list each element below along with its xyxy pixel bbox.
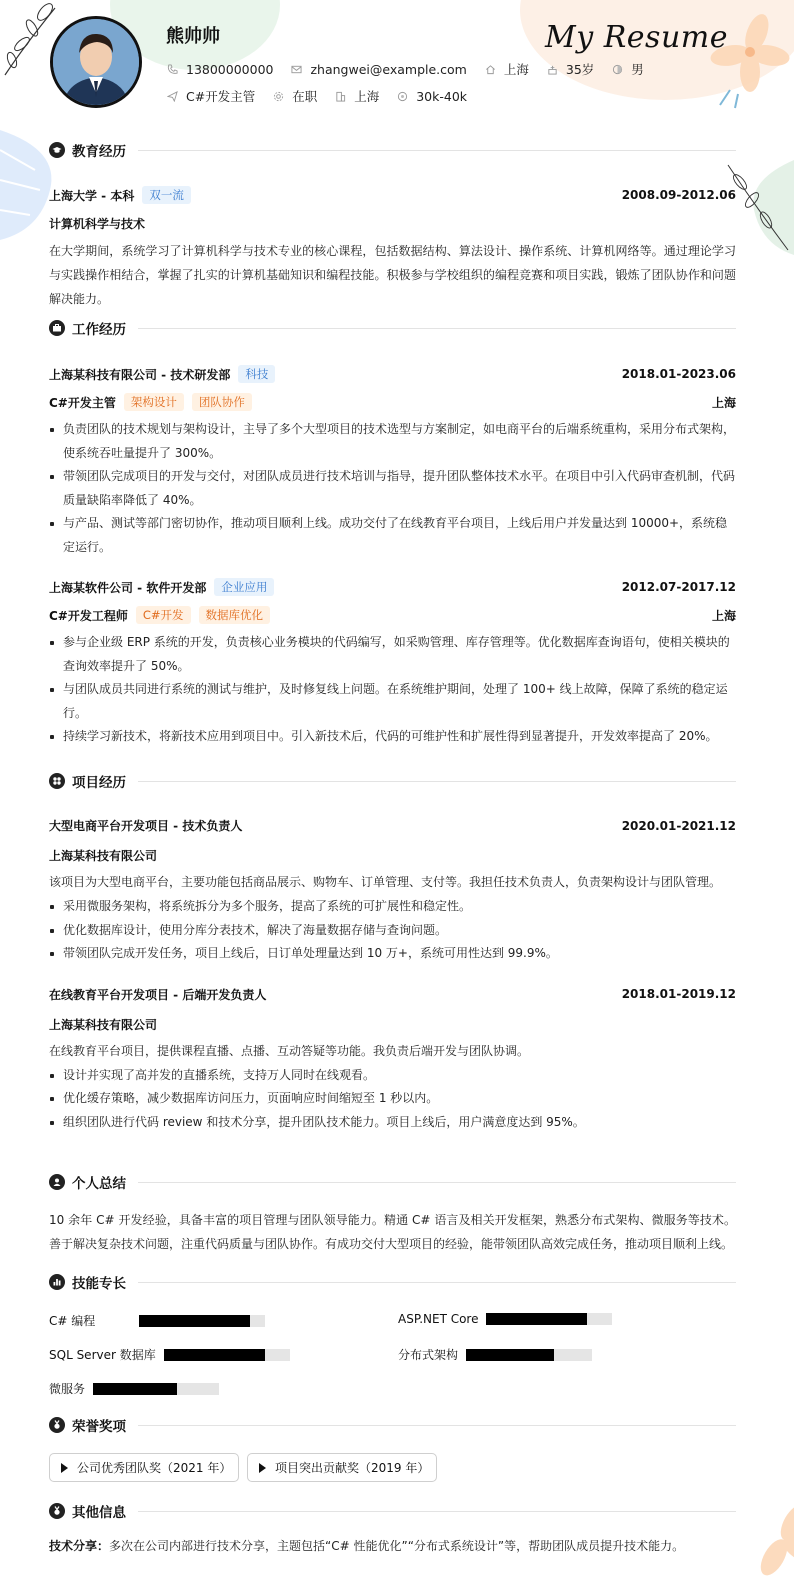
skill-bar-fill [139,1315,250,1327]
work-title: 工作经历 [72,322,126,338]
section-divider [138,1182,736,1183]
home-icon [485,64,496,75]
skill-bar-fill [486,1313,587,1325]
award-label: 公司优秀团队奖（2021 年） [77,1461,232,1475]
target-city-item [335,87,379,105]
contact-row [167,60,662,78]
other-title: 其他信息 [72,1505,126,1521]
list-item: 采用微服务架构，将系统拆分为多个服务，提高了系统的可扩展性和稳定性。 [49,895,736,919]
list-item: 与产品、测试等部门密切协作，推动项目顺利上线。成功交付了在线教育平台项目，上线后用户并发量达到 10000+，系统稳定运行。 [49,512,736,559]
skill-bar-fill [164,1349,265,1361]
section-divider [138,1511,736,1512]
summary-header [49,1171,736,1193]
candidate-name: 熊帅帅 [166,26,220,47]
list-item: 带领团队完成项目的开发与交付，对团队成员进行技术培训与指导，提升团队整体技术水平。在项目中引入代码审查机制，代码质量缺陷率降低了 40%。 [49,465,736,512]
education-header [49,139,736,161]
job-row [49,578,736,596]
section-divider [138,1425,736,1426]
skill-bar [164,1349,290,1361]
building-icon [335,91,346,102]
work-section [49,317,736,749]
job-role: C#开发工程师 [49,608,128,623]
summary-text: 10 余年 C# 开发经验，具备丰富的项目管理与团队领导能力。精通 C# 语言及相关开发框架，熟悉分布式架构、微服务等技术。善于解决复杂技术问题，注重代码质量与团队协作。有成功交付大型项目的经验，能带领团队高效完成任务，推动项目顺利上线。 [49,1213,736,1251]
list-item: 优化数据库设计，使用分库分表技术，解决了海量数据存储与查询问题。 [49,919,736,943]
phone-item [167,62,273,77]
list-item: 优化缓存策略，减少数据库访问压力，页面响应时间缩短至 1 秒以内。 [49,1087,736,1111]
play-icon [259,1463,266,1473]
user-icon [49,1174,65,1190]
school-tag: 双一流 [142,186,191,204]
skill-bar-fill [466,1349,554,1361]
job-company: 上海某科技有限公司 - 技术研发部 [49,367,231,382]
medal-icon [49,1417,65,1433]
project-company: 上海某科技有限公司 [49,1017,158,1032]
job-period: 2018.01-2023.06 [621,367,736,381]
work-header [49,317,736,339]
avatar-portrait-icon [53,19,139,105]
projects-header [49,770,736,792]
city-value: 上海 [503,62,529,77]
other-header [49,1500,736,1522]
project-period: 2018.01-2019.12 [621,987,736,1001]
send-icon [167,91,178,102]
skill-bar [139,1315,265,1327]
job-bullets [49,418,736,559]
phone-value: 13800000000 [186,61,274,77]
skill-item [49,1346,290,1363]
list-item: 负责团队的技术规划与架构设计，主导了多个大型项目的技术选型与方案制定，如电商平台的后端系统重构，采用分布式架构，使系统吞吐量提升了 300%。 [49,418,736,465]
skill-item [398,1346,592,1363]
list-item: 组织团队进行代码 review 和技术分享，提升团队技术能力。项目上线后，用户满意度达到 95%。 [49,1111,736,1135]
avatar [50,16,142,108]
skill-name: C# 编程 [49,1314,96,1328]
job-target-item [167,87,255,105]
job-target-value: C#开发主管 [186,89,256,104]
summary-section [49,1171,736,1256]
summary-title: 个人总结 [72,1176,126,1192]
medal-icon [49,1503,65,1519]
list-item: 持续学习新技术，将新技术应用到项目中。引入新技术后，代码的可维护性和扩展性得到显著提升，开发效率提高了 20%。 [49,725,736,749]
skills-title: 技能专长 [72,1276,126,1292]
briefcase-icon [49,320,65,336]
education-row [49,186,736,204]
skill-item [49,1312,265,1329]
role-tag: 架构设计 [124,393,184,411]
project-summary: 该项目为大型电商平台，主要功能包括商品展示、购物车、订单管理、支付等。我担任技术负责人，负责架构设计与团队管理。 [49,875,722,889]
other-label: 技术分享： [49,1539,110,1553]
school-name: 上海大学 - 本科 [49,188,135,203]
skill-name: 微服务 [49,1382,86,1396]
gender-item [612,60,644,78]
award-item [49,1453,239,1482]
coin-icon [397,91,408,102]
skill-name: ASP.NET Core [398,1312,479,1326]
mail-icon [291,64,302,75]
projects-title: 项目经历 [72,775,126,791]
skill-name: 分布式架构 [398,1348,459,1362]
bar-chart-icon [49,1274,65,1290]
play-icon [61,1463,68,1473]
job-role-row [49,606,736,624]
section-divider [138,1282,736,1283]
skill-bar-fill [93,1383,177,1395]
awards-header [49,1414,736,1436]
my-resume-title: My Resume [545,20,728,55]
list-item: 与团队成员共同进行系统的测试与维护，及时修复线上问题。在系统维护期间，处理了 100+ 线上故障，保障了系统的稳定运行。 [49,678,736,725]
award-label: 项目突出贡献奖（2019 年） [275,1461,430,1475]
project-row [49,986,736,1003]
job-role: C#开发主管 [49,395,116,410]
projects-section [49,770,736,1134]
target-city-value: 上海 [354,89,380,104]
project-bullets [49,895,736,966]
phone-icon [167,64,178,75]
education-section [49,139,736,311]
resume-header [0,0,794,120]
grid-icon [49,773,65,789]
project-row [49,817,736,834]
skill-name: SQL Server 数据库 [49,1348,156,1362]
city-item [485,60,529,78]
list-item: 设计并实现了高并发的直播系统，支持万人同时在线观看。 [49,1064,736,1088]
project-bullets [49,1064,736,1135]
project-summary: 在线教育平台项目，提供课程直播、点播、互动答疑等功能。我负责后端开发与团队协调。 [49,1043,530,1058]
skills-section [49,1271,736,1293]
skill-item [398,1312,612,1326]
list-item: 参与企业级 ERP 系统的开发，负责核心业务模块的代码编写，如采购管理、库存管理等。优化数据库查询语句，使相关模块的查询效率提升了 50%。 [49,631,736,678]
education-major: 计算机科学与技术 [49,217,146,231]
job-company: 上海某软件公司 - 软件开发部 [49,580,207,595]
status-item [273,87,317,105]
award-item [247,1453,437,1482]
job-period: 2012.07-2017.12 [621,580,736,594]
project-name: 在线教育平台开发项目 - 后端开发负责人 [49,987,267,1002]
job-role-row [49,393,736,411]
education-description: 在大学期间，系统学习了计算机科学与技术专业的核心课程，包括数据结构、算法设计、操作系统、计算机网络等。通过理论学习与实践操作相结合，掌握了扎实的计算机基础知识和编程技能。积极参与学校组织的编程竞赛和项目实践，锻炼了团队协作和问题解决能力。 [49,244,736,306]
other-section [49,1500,736,1558]
gender-icon [612,64,623,75]
status-value: 在职 [292,89,318,104]
role-tag: 数据库优化 [199,606,271,624]
gear-icon [273,91,284,102]
role-tag: C#开发 [136,606,191,624]
other-info [49,1534,736,1558]
graduation-cap-icon [49,142,65,158]
age-value: 35岁 [565,62,595,77]
job-row [49,365,736,383]
project-name: 大型电商平台开发项目 - 技术负责人 [49,819,243,833]
job-tag: 企业应用 [214,578,274,596]
skill-item [49,1380,219,1397]
other-text: 多次在公司内部进行技术分享，主题包括“C# 性能优化”“分布式系统设计”等，帮助团队成员提升技术能力。 [109,1539,685,1553]
decor-flower-bottom-icon [744,1480,794,1591]
job-location: 上海 [711,395,736,410]
skill-bar [93,1383,219,1395]
awards-section [49,1414,736,1436]
email-value: zhangwei@example.com [310,61,467,77]
education-title: 教育经历 [72,144,126,160]
age-item [547,60,594,78]
education-period: 2008.09-2012.06 [621,188,736,202]
awards-title: 荣誉奖项 [72,1419,126,1435]
list-item: 带领团队完成开发任务，项目上线后，日订单处理量达到 10 万+，系统可用性达到 99.9%。 [49,942,736,966]
project-company: 上海某科技有限公司 [49,849,158,863]
section-divider [138,150,736,151]
email-item [291,62,466,77]
skills-header [49,1271,736,1293]
role-tag: 团队协作 [192,393,252,411]
gender-value: 男 [631,62,644,77]
skill-bar [486,1313,612,1325]
job-tag: 科技 [238,365,275,383]
skill-bar [466,1349,592,1361]
salary-item [397,89,467,104]
job-intent-row [167,87,485,105]
section-divider [138,328,736,329]
job-bullets [49,631,736,749]
section-divider [138,781,736,782]
salary-value: 30k-40k [416,88,468,104]
project-period: 2020.01-2021.12 [621,818,736,833]
job-location: 上海 [711,608,736,623]
cake-icon [547,64,558,75]
